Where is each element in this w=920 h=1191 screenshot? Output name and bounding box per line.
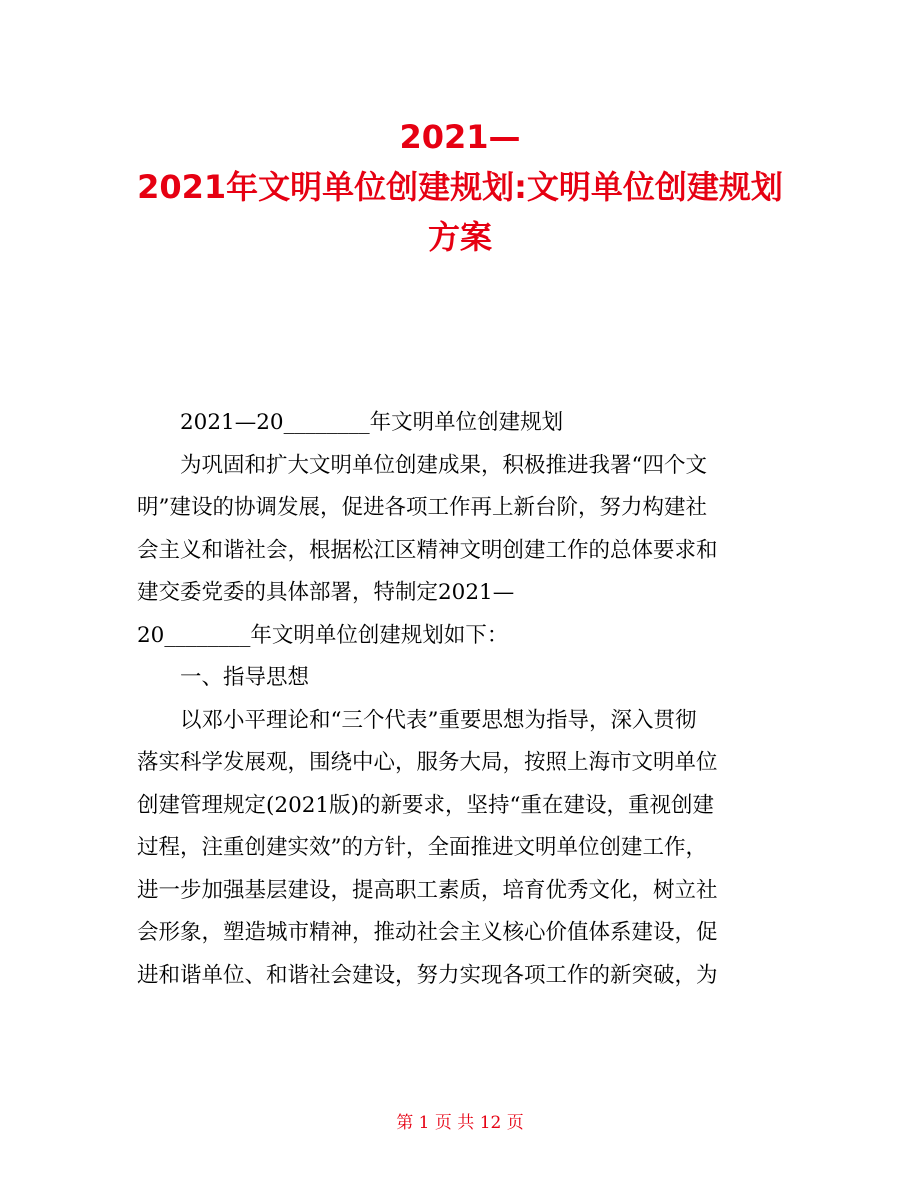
body-line: 建交委党委的具体部署，特制定2021— (137, 580, 515, 605)
body-line: 会形象，塑造城市精神，推动社会主义核心价值体系建设，促 (137, 920, 718, 945)
body-line: 创建管理规定(2021版)的新要求，坚持“重在建设，重视创建 (137, 792, 714, 818)
document-title (60, 112, 860, 262)
body-line: 2021—20________年文明单位创建规划 (180, 410, 564, 435)
body-line: 进和谐单位、和谐社会建设，努力实现各项工作的新突破，为 (137, 962, 718, 988)
body-line: 明”建设的协调发展，促进各项工作再上新台阶，努力构建社 (137, 495, 707, 520)
body-line: 落实科学发展观，围绕中心，服务大局，按照上海市文明单位 (137, 750, 718, 775)
body-line: 为巩固和扩大文明单位创建成果，积极推进我署“四个文 (180, 452, 707, 478)
page-footer: 第 1 页 共 12 页 (396, 1113, 524, 1133)
body-line: 20________年文明单位创建规划如下： (137, 622, 509, 648)
body-line: 以邓小平理论和“三个代表”重要思想为指导，深入贯彻 (180, 707, 697, 733)
body-line: 会主义和谐社会，根据松江区精神文明创建工作的总体要求和 (137, 537, 718, 563)
section-heading: 一、指导思想 (180, 665, 310, 690)
body-line: 进一步加强基层建设，提高职工素质，培育优秀文化，树立社 (137, 877, 718, 903)
document-body (137, 402, 787, 997)
title-line-1: 2021— (399, 118, 521, 156)
body-line: 过程，注重创建实效”的方针，全面推进文明单位创建工作， (137, 835, 707, 860)
title-line-2: 2021年文明单位创建规划:文明单位创建规划 (137, 168, 783, 206)
title-line-3: 方案 (427, 218, 492, 256)
